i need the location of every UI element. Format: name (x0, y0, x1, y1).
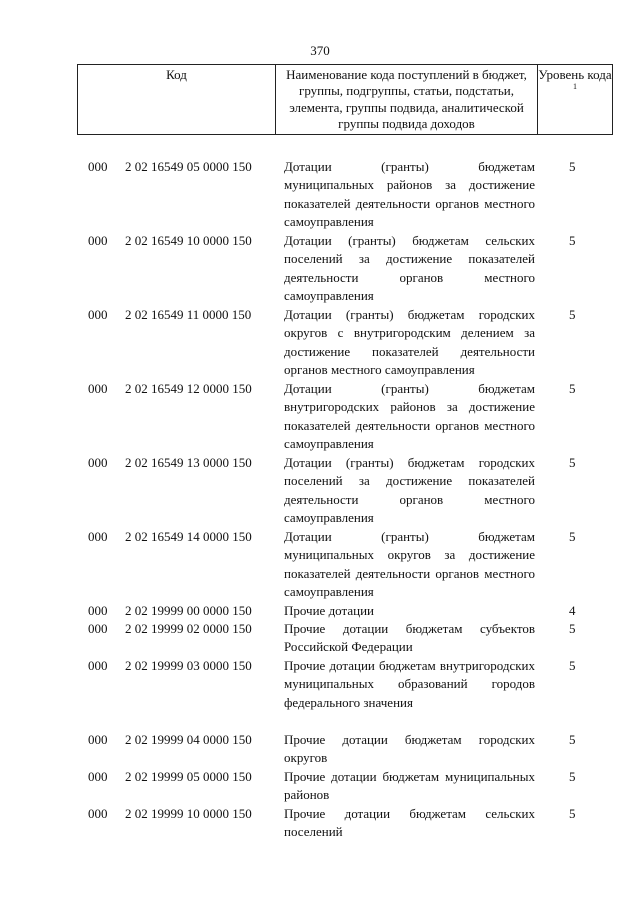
row-code: 2 02 19999 10 0000 150 (125, 806, 252, 821)
row-admin-code: 000 (88, 233, 108, 248)
row-level: 5 (569, 381, 576, 396)
row-code: 2 02 16549 05 0000 150 (125, 159, 252, 174)
row-code: 2 02 16549 10 0000 150 (125, 233, 252, 248)
header-code: Код (78, 65, 276, 134)
row-level: 5 (569, 621, 576, 636)
row-admin-code: 000 (88, 381, 108, 396)
row-code: 2 02 19999 03 0000 150 (125, 658, 252, 673)
row-name: Дотации (гранты) бюджетам сельских поселений за достижение показателей деятельности органов местного самоуправления (284, 233, 535, 304)
row-name: Прочие дотации бюджетам внутригородских муниципальных образований городов федерального значения (284, 658, 535, 710)
table-row (77, 528, 613, 602)
row-admin-code: 000 (88, 307, 108, 322)
row-code: 2 02 16549 13 0000 150 (125, 455, 252, 470)
row-name: Прочие дотации бюджетам муниципальных районов (284, 769, 535, 803)
header-name: Наименование кода поступлений в бюджет, группы, подгруппы, статьи, подстатьи, элемента, группы подвида, аналитической группы подвида доходов (276, 65, 538, 134)
table-row (77, 657, 613, 731)
table-row (77, 602, 613, 620)
row-admin-code: 000 (88, 806, 108, 821)
table-row (77, 232, 613, 306)
table-body (77, 158, 613, 842)
row-name: Дотации (гранты) бюджетам муниципальных районов за достижение показателей деятельности органов местного самоуправления (284, 159, 535, 230)
row-level: 5 (569, 806, 576, 821)
row-code: 2 02 16549 11 0000 150 (125, 307, 252, 322)
table-row (77, 620, 613, 657)
row-level: 5 (569, 159, 576, 174)
row-level: 5 (569, 233, 576, 248)
row-code: 2 02 16549 12 0000 150 (125, 381, 252, 396)
table-row (77, 380, 613, 454)
table-row (77, 805, 613, 842)
row-admin-code: 000 (88, 159, 108, 174)
row-admin-code: 000 (88, 603, 108, 618)
page-number: 370 (310, 43, 330, 58)
row-name: Дотации (гранты) бюджетам городских округов с внутригородским делением за достижение показателей деятельности органов местного самоуправления (284, 307, 535, 378)
row-level: 5 (569, 307, 576, 322)
row-code: 2 02 19999 02 0000 150 (125, 621, 252, 636)
row-admin-code: 000 (88, 769, 108, 784)
row-code: 2 02 19999 00 0000 150 (125, 603, 252, 618)
row-code: 2 02 19999 05 0000 150 (125, 769, 252, 784)
row-level: 5 (569, 658, 576, 673)
table-row (77, 306, 613, 380)
header-level (538, 65, 612, 134)
row-admin-code: 000 (88, 621, 108, 636)
row-level: 5 (569, 769, 576, 784)
table-row (77, 158, 613, 232)
row-name: Прочие дотации (284, 603, 374, 618)
row-name: Дотации (гранты) бюджетам внутригородских районов за достижение показателей деятельности органов местного самоуправления (284, 381, 535, 452)
table-header (77, 64, 613, 135)
row-code: 2 02 19999 04 0000 150 (125, 732, 252, 747)
table-row (77, 731, 613, 768)
row-level: 5 (569, 455, 576, 470)
row-level: 5 (569, 732, 576, 747)
header-level-label: Уровень кода (538, 67, 612, 82)
row-admin-code: 000 (88, 529, 108, 544)
row-code: 2 02 16549 14 0000 150 (125, 529, 252, 544)
row-admin-code: 000 (88, 658, 108, 673)
row-admin-code: 000 (88, 732, 108, 747)
row-name: Прочие дотации бюджетам сельских поселений (284, 806, 535, 840)
row-name: Дотации (гранты) бюджетам муниципальных округов за достижение показателей деятельности органов местного самоуправления (284, 529, 535, 600)
row-admin-code: 000 (88, 455, 108, 470)
row-level: 4 (569, 603, 576, 618)
row-level: 5 (569, 529, 576, 544)
row-name: Прочие дотации бюджетам субъектов Российской Федерации (284, 621, 535, 655)
row-name: Прочие дотации бюджетам городских округов (284, 732, 535, 766)
row-name: Дотации (гранты) бюджетам городских поселений за достижение показателей деятельности органов местного самоуправления (284, 455, 535, 526)
table-row (77, 454, 613, 528)
table-row (77, 768, 613, 805)
header-level-footnote: 1 (573, 82, 577, 92)
